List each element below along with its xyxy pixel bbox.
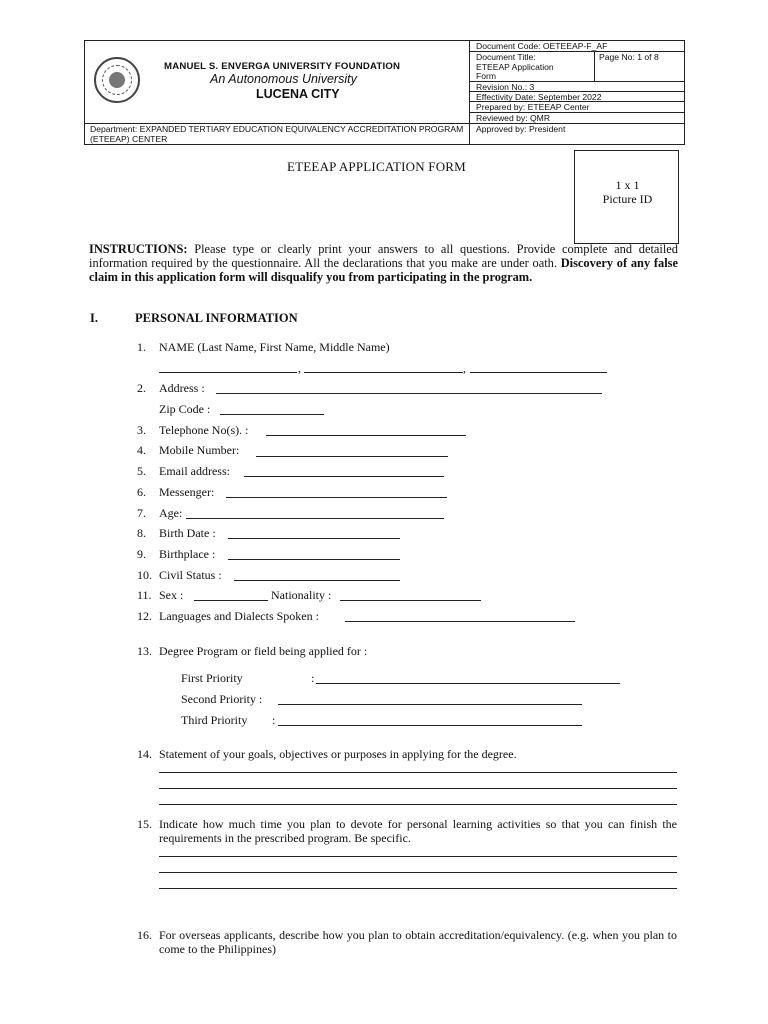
university-city: LUCENA CITY [256, 87, 340, 101]
picture-box-label: Picture ID [602, 192, 653, 206]
effectivity-date: Effectivity Date: September 2022 [476, 92, 602, 102]
messenger-label: Messenger: [159, 485, 215, 499]
university-seal-logo [94, 57, 140, 103]
age-field[interactable] [186, 518, 444, 519]
birth-date-label: Birth Date : [159, 526, 216, 540]
picture-id-box[interactable] [574, 150, 679, 244]
civil-status-field[interactable] [234, 580, 400, 581]
university-name: MANUEL S. ENVERGA UNIVERSITY FOUNDATION [164, 61, 401, 72]
document-code: Document Code: OETEEAP-F_AF [476, 41, 608, 51]
email-field[interactable] [244, 476, 444, 477]
second-priority-label: Second Priority : [181, 692, 263, 706]
zip-code-label: Zip Code : [159, 402, 211, 416]
name-separator: , [298, 361, 301, 375]
degree-program-label: Degree Program or field being applied for : [159, 644, 368, 658]
goals-answer-line[interactable] [159, 788, 677, 789]
goals-answer-line[interactable] [159, 772, 677, 773]
mobile-field[interactable] [256, 456, 448, 457]
document-title-value: Form [476, 71, 497, 81]
item-number: 6. [137, 485, 146, 499]
prepared-by: Prepared by: ETEEAP Center [476, 102, 590, 112]
page-number: Page No: 1 of 8 [599, 52, 659, 62]
middle-name-field[interactable] [470, 372, 607, 373]
overseas-label: For overseas applicants, describe how you plan to obtain accreditation/equivalency. (e.g. when you plan to come to the Philippines) [159, 928, 677, 956]
document-title-value: ETEEAP Application [476, 62, 554, 72]
item-number: 11. [137, 588, 152, 602]
revision-number: Revision No.: 3 [476, 82, 535, 92]
item-number: 13. [137, 644, 152, 658]
nationality-field[interactable] [340, 600, 481, 601]
reviewed-by: Reviewed by: QMR [476, 113, 551, 123]
item-number: 10. [137, 568, 152, 582]
item-number: 4. [137, 443, 146, 457]
header-divider [469, 40, 470, 145]
first-name-field[interactable] [304, 372, 463, 373]
time-answer-line[interactable] [159, 888, 677, 889]
third-priority-colon: : [272, 713, 276, 727]
instructions-paragraph [89, 242, 678, 285]
sex-field[interactable] [194, 600, 268, 601]
name-separator: , [463, 361, 466, 375]
instructions-label: INSTRUCTIONS: [89, 242, 188, 256]
item-number: 16. [137, 928, 152, 942]
section-title: PERSONAL INFORMATION [135, 311, 298, 325]
telephone-label: Telephone No(s). : [159, 423, 249, 437]
item-number: 1. [137, 340, 146, 354]
last-name-field[interactable] [159, 372, 297, 373]
civil-status-label: Civil Status : [159, 568, 222, 582]
document-title-label: Document Title: [476, 52, 536, 62]
birthplace-field[interactable] [228, 559, 400, 560]
goals-answer-line[interactable] [159, 804, 677, 805]
time-commitment-label: Indicate how much time you plan to devote for personal learning activities so that you can finish the requirements in the prescribed program. Be specific. [159, 817, 677, 845]
header-divider [594, 51, 595, 81]
department-label: Department: EXPANDED TERTIARY EDUCATION EQUIVALENCY ACCREDITATION PROGRAM (ETEEAP) CENTER [90, 124, 464, 144]
first-priority-label: First Priority [181, 671, 243, 685]
instructions-warning: Discovery of any false claim in this application form will disqualify you from participating in the program. [89, 256, 678, 285]
instructions-text: Please type or clearly print your answers to all questions. Provide complete and detailed information required by the questionnaire. All the declarations that you make are under oath. [89, 242, 678, 271]
messenger-field[interactable] [226, 497, 447, 498]
time-answer-line[interactable] [159, 872, 677, 873]
item-number: 5. [137, 464, 146, 478]
section-number: I. [90, 311, 98, 325]
third-priority-label: Third Priority [181, 713, 248, 727]
picture-box-size: 1 x 1 [615, 178, 640, 192]
age-label: Age: [159, 506, 183, 520]
address-field[interactable] [216, 393, 602, 394]
item-number: 9. [137, 547, 146, 561]
item-number: 12. [137, 609, 152, 623]
birthplace-label: Birthplace : [159, 547, 216, 561]
approved-by: Approved by: President [476, 124, 566, 134]
telephone-field[interactable] [266, 435, 466, 436]
item-number: 15. [137, 817, 152, 831]
time-answer-line[interactable] [159, 856, 677, 857]
first-priority-field[interactable] [316, 683, 620, 684]
item-number: 2. [137, 381, 146, 395]
form-title: ETEEAP APPLICATION FORM [287, 159, 466, 174]
item-number: 7. [137, 506, 146, 520]
languages-field[interactable] [345, 621, 575, 622]
zip-code-field[interactable] [220, 414, 324, 415]
item-number: 3. [137, 423, 146, 437]
languages-label: Languages and Dialects Spoken : [159, 609, 319, 623]
address-label: Address : [159, 381, 205, 395]
sex-label: Sex : [159, 588, 184, 602]
second-priority-field[interactable] [278, 704, 582, 705]
birth-date-field[interactable] [228, 538, 400, 539]
email-label: Email address: [159, 464, 230, 478]
first-priority-colon: : [311, 671, 315, 685]
third-priority-field[interactable] [278, 725, 582, 726]
goals-label: Statement of your goals, objectives or purposes in applying for the degree. [159, 747, 517, 761]
mobile-label: Mobile Number: [159, 443, 240, 457]
item-number: 14. [137, 747, 152, 761]
item-number: 8. [137, 526, 146, 540]
university-subtitle: An Autonomous University [210, 72, 357, 86]
nationality-label: Nationality : [271, 588, 332, 602]
name-label: NAME (Last Name, First Name, Middle Name) [159, 340, 390, 354]
